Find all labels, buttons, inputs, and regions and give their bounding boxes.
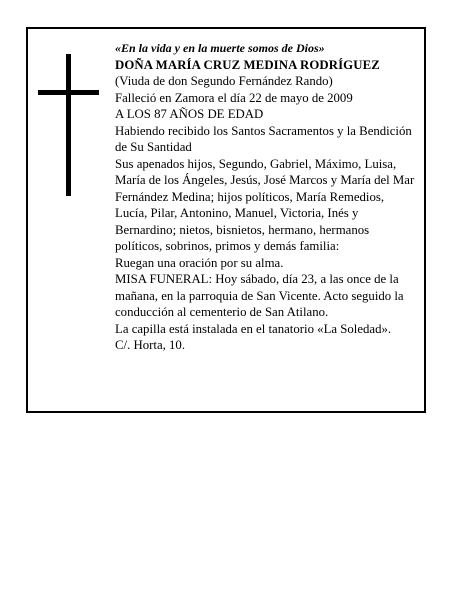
deceased-name: DOÑA MARÍA CRUZ MEDINA RODRÍGUEZ bbox=[115, 57, 380, 72]
widow-of: (Viuda de don Segundo Fernández Rando) bbox=[115, 74, 333, 88]
notice-body bbox=[115, 40, 419, 354]
death-info: Falleció en Zamora el día 22 de mayo de 2009 bbox=[115, 90, 353, 105]
funeral-mass: MISA FUNERAL: Hoy sábado, día 23, a las once de la mañana, en la parroquia de San Vicente. Acto seguido la conducción al cementerio de San Atilano. bbox=[115, 272, 404, 319]
cross-icon-crossbar bbox=[38, 90, 99, 95]
cross-icon bbox=[66, 54, 71, 196]
family-list: Sus apenados hijos, Segundo, Gabriel, Máximo, Luisa, María de los Ángeles, Jesús, José Marcos y María del Mar Fernández Medina; hijos políticos, María Remedios, Lucía, Pilar, Antonino, Manuel, Victoria, Inés y Bernardino; nietos, bisnietos, hermano, hermanos políticos, sobrinos, primos y demás familia: bbox=[115, 156, 415, 253]
age-info: A LOS 87 AÑOS DE EDAD bbox=[115, 107, 264, 121]
motto: «En la vida y en la muerte somos de Dios» bbox=[115, 41, 325, 55]
address: C/. Horta, 10. bbox=[115, 338, 186, 352]
prayer-request: Ruegan una oración por su alma. bbox=[115, 255, 284, 270]
sacraments-info: Habiendo recibido los Santos Sacramentos y la Bendición de Su Santidad bbox=[115, 123, 412, 154]
chapel-info: La capilla está instalada en el tanatorio «La Soledad». bbox=[115, 321, 392, 336]
obituary-notice bbox=[26, 27, 426, 413]
